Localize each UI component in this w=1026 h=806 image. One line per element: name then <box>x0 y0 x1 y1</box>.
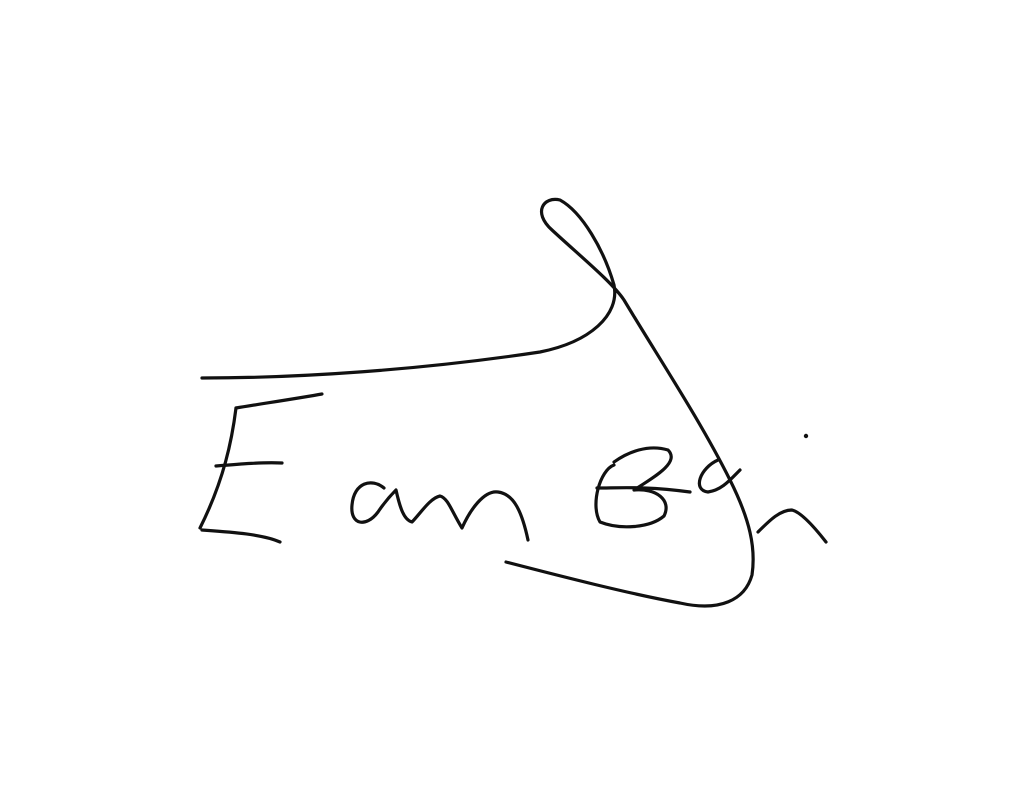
signature-letters-an <box>352 483 528 540</box>
signature-letters-bsi <box>596 434 826 542</box>
signature-flourish <box>202 199 753 606</box>
signature-letter-e <box>200 394 322 542</box>
